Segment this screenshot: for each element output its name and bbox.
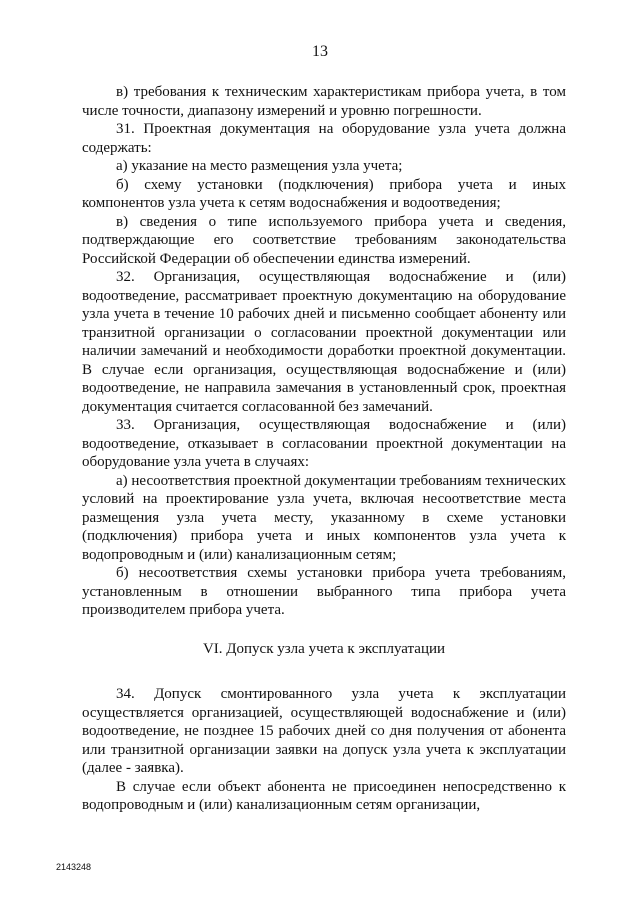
paragraph: 33. Организация, осуществляющая водоснабжение и (или) водоотведение, отказывает в согласовании проектной документации на оборудование узла учета в случаях: xyxy=(82,417,566,470)
paragraph: б) несоответствия схемы установки прибора учета требованиям, установленным в отношении выбранного типа прибора учета производителем прибора учета. xyxy=(82,565,566,618)
paragraphs-after-heading xyxy=(82,685,566,815)
paragraph: 31. Проектная документация на оборудование узла учета должна содержать: xyxy=(82,121,566,156)
paragraph: а) указание на место размещения узла учета; xyxy=(116,158,403,174)
paragraph: в) сведения о типе используемого прибора учета и сведения, подтверждающие его соответствие требованиям законодательства Российской Федерации об обеспечении единства измерений. xyxy=(82,213,566,267)
paragraphs-before-heading xyxy=(82,83,566,620)
paragraph: 32. Организация, осуществляющая водоснабжение и (или) водоотведение, рассматривает проектную документацию на оборудование узла учета в течение 10 рабочих дней и письменно сообщает абоненту или транзитной организации о согласовании проектной документации или наличии замечаний и необходимости доработки проектной документации. В случае если организация, осуществляющая водоснабжение и (или) водоотведение, не направила замечания в установленный срок, проектная документация считается согласованной без замечаний. xyxy=(82,269,566,415)
paragraph: б) схему установки (подключения) прибора учета и иных компонентов узла учета к сетям водоснабжения и водоотведения; xyxy=(82,176,566,211)
paragraph: В случае если объект абонента не присоединен непосредственно к водопроводным и (или) канализационным сетям организации, xyxy=(82,778,566,813)
paragraph: в) требования к техническим характеристикам прибора учета, в том числе точности, диапазону измерений и уровню погрешности. xyxy=(82,84,566,119)
page-number: 13 xyxy=(312,43,328,60)
document-body xyxy=(82,83,566,815)
footer-code: 2143248 xyxy=(56,862,92,872)
paragraph: а) несоответствия проектной документации требованиям технических условий на проектирование узла учета, включая несоответствие места размещения узла учета месту, указанному в схеме установки (подключения) прибора учета и иных компонентов узла учета к водопроводным и (или) канализационным сетям; xyxy=(82,472,566,563)
section-heading: VI. Допуск узла учета к эксплуатации xyxy=(202,640,446,657)
paragraph: 34. Допуск смонтированного узла учета к эксплуатации осуществляется организацией, осуществляющей водоснабжение и (или) водоотведение, не позднее 15 рабочих дней со дня получения от абонента или транзитной организации заявки на допуск узла учета к эксплуатации (далее - заявка). xyxy=(82,686,566,776)
